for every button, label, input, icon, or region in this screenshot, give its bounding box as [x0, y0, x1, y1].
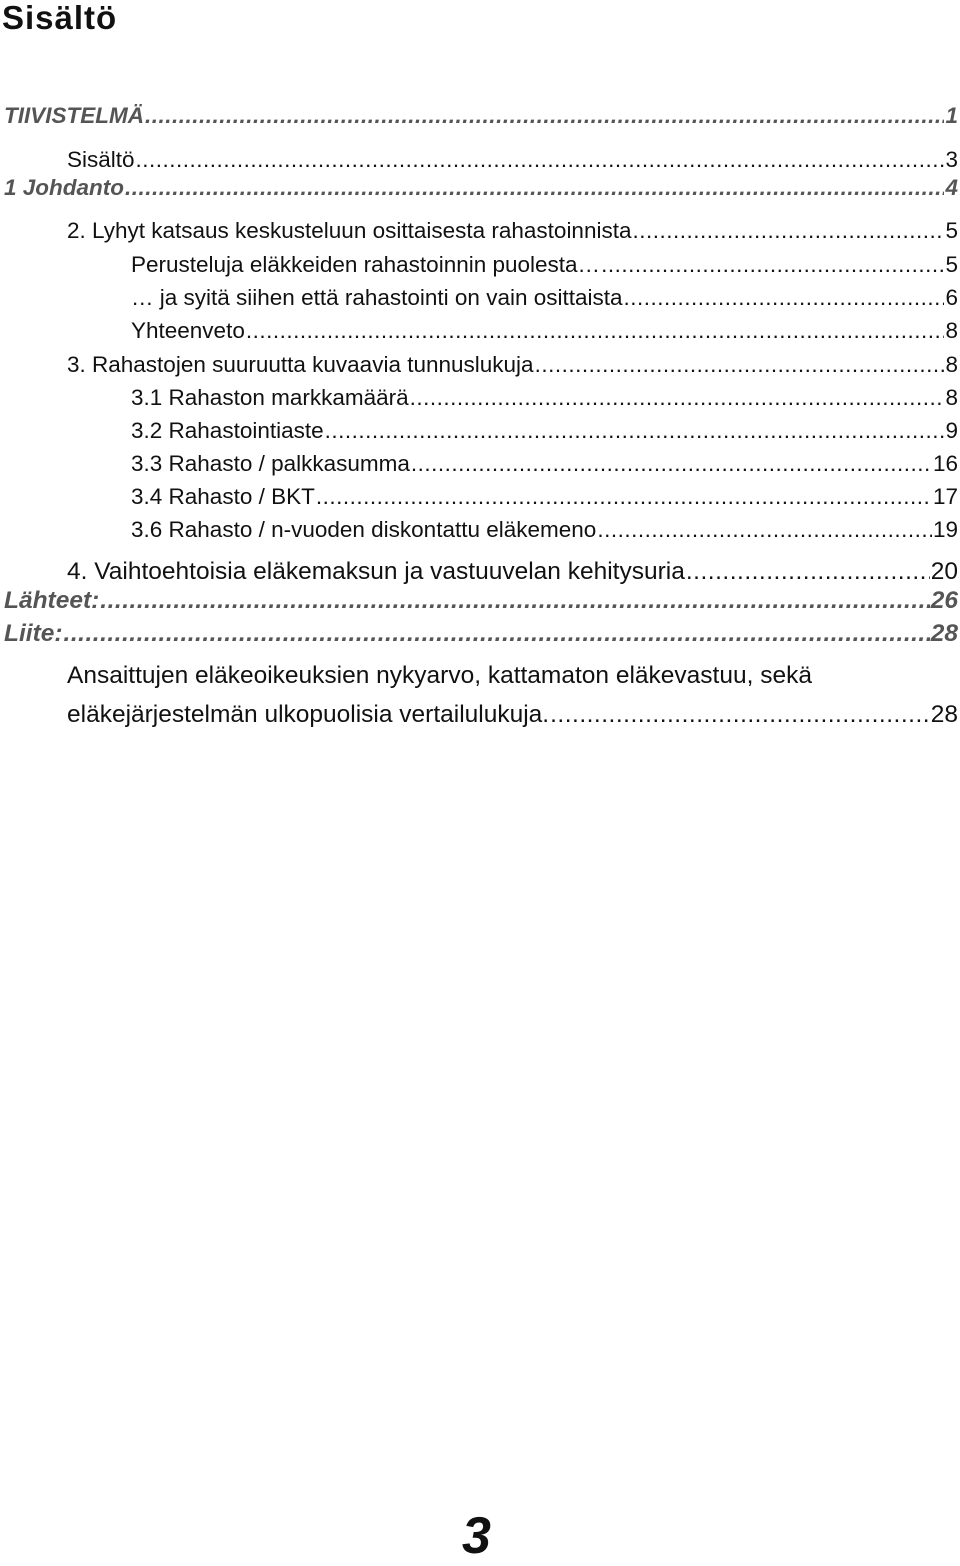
- dot-leader: [410, 384, 945, 412]
- page-number: 3: [462, 1507, 491, 1565]
- toc-entry-johdanto[interactable]: [4, 174, 958, 202]
- toc-entry-page: 28: [930, 701, 958, 728]
- toc-entry-page: 5: [945, 252, 958, 277]
- toc-entry-label: 4. Vaihtoehtoisia eläkemaksun ja vastuuvelan kehitysuria: [67, 558, 685, 585]
- dot-leader: [686, 558, 930, 586]
- toc-entry-page: 8: [945, 352, 958, 377]
- toc-entry-page: 19: [932, 517, 958, 542]
- dot-leader: [246, 317, 945, 345]
- toc-entry-page: 17: [932, 484, 958, 509]
- dot-leader: [550, 700, 930, 730]
- toc-entry-liite[interactable]: [4, 620, 958, 648]
- toc-entry-label: Liite:: [4, 620, 63, 647]
- toc-entry-page: 8: [945, 385, 958, 410]
- toc-entry-section-3-6[interactable]: [131, 516, 958, 544]
- toc-entry-section-3-2[interactable]: [131, 417, 958, 445]
- toc-entry-lahteet[interactable]: [4, 587, 958, 615]
- toc-entry-yhteenveto[interactable]: [131, 317, 958, 345]
- toc-entry-label: … ja syitä siihen että rahastointi on vain osittaista: [131, 285, 623, 310]
- toc-entry-page: 5: [945, 218, 958, 243]
- toc-entry-label: 3.6 Rahasto / n-vuoden diskontattu eläkemeno: [131, 517, 597, 542]
- toc-entry-label: TIIVISTELMÄ: [4, 103, 144, 128]
- toc-entry-label: 3.3 Rahasto / palkkasumma: [131, 451, 410, 476]
- toc-entry-page: 1: [945, 103, 958, 128]
- dot-leader: [597, 516, 932, 544]
- toc-entry-page: 26: [930, 587, 958, 614]
- appendix-title-line-2: eläkejärjestelmän ulkopuolisia vertailulukuja.: [67, 701, 550, 728]
- toc-entry-label: 3.4 Rahasto / BKT: [131, 484, 315, 509]
- toc-entry-page: 3: [945, 147, 958, 172]
- dot-leader: [64, 620, 930, 648]
- toc-entry-section-3-3[interactable]: [131, 450, 958, 478]
- dot-leader: [411, 450, 932, 478]
- toc-entry-label: 3. Rahastojen suuruutta kuvaavia tunnuslukuja: [67, 352, 534, 377]
- toc-entry-section-3[interactable]: [67, 351, 958, 379]
- toc-entry-label: Perusteluja eläkkeiden rahastoinnin puolesta…: [131, 252, 601, 277]
- toc-entry-sisalto[interactable]: [67, 146, 958, 174]
- appendix-title-line-1: Ansaittujen eläkeoikeuksien nykyarvo, kattamaton eläkevastuu, sekä: [67, 662, 812, 689]
- dot-leader: [136, 146, 945, 174]
- toc-entry-appendix[interactable]: [67, 700, 958, 730]
- dot-leader: [325, 417, 945, 445]
- toc-entry-perusteluja[interactable]: [131, 251, 958, 279]
- toc-entry-section-3-4[interactable]: [131, 483, 958, 511]
- toc-entry-section-2[interactable]: [67, 217, 958, 245]
- dot-leader: [535, 351, 945, 379]
- toc-entry-label: 2. Lyhyt katsaus keskusteluun osittaisesta rahastoinnista: [67, 218, 632, 243]
- toc-entry-label: 3.1 Rahaston markkamäärä: [131, 385, 409, 410]
- toc-entry-tiivistelma[interactable]: [4, 102, 958, 130]
- dot-leader: [624, 284, 945, 312]
- toc-entry-page: 20: [930, 558, 958, 585]
- toc-entry-label: Lähteet:: [4, 587, 100, 614]
- page-heading: Sisältö: [2, 0, 118, 36]
- toc-entry-syita[interactable]: [131, 284, 958, 312]
- dot-leader: [601, 251, 944, 279]
- toc-entry-label: 1 Johdanto: [4, 175, 125, 200]
- toc-entry-page: 16: [932, 451, 958, 476]
- toc-entry-page: 28: [930, 620, 958, 647]
- toc-entry-page: 6: [945, 285, 958, 310]
- toc-entry-section-4[interactable]: [67, 558, 958, 586]
- dot-leader: [100, 587, 929, 615]
- toc-entry-label: Sisältö: [67, 147, 135, 172]
- toc-entry-page: 4: [945, 175, 958, 200]
- toc-entry-page: 8: [945, 318, 958, 343]
- toc-entry-label: 3.2 Rahastointiaste: [131, 418, 324, 443]
- dot-leader: [316, 483, 932, 511]
- dot-leader: [145, 102, 944, 130]
- dot-leader: [125, 174, 944, 202]
- toc-entry-section-3-1[interactable]: [131, 384, 958, 412]
- toc-entry-page: 9: [945, 418, 958, 443]
- toc-entry-label: Yhteenveto: [131, 318, 245, 343]
- dot-leader: [632, 217, 944, 245]
